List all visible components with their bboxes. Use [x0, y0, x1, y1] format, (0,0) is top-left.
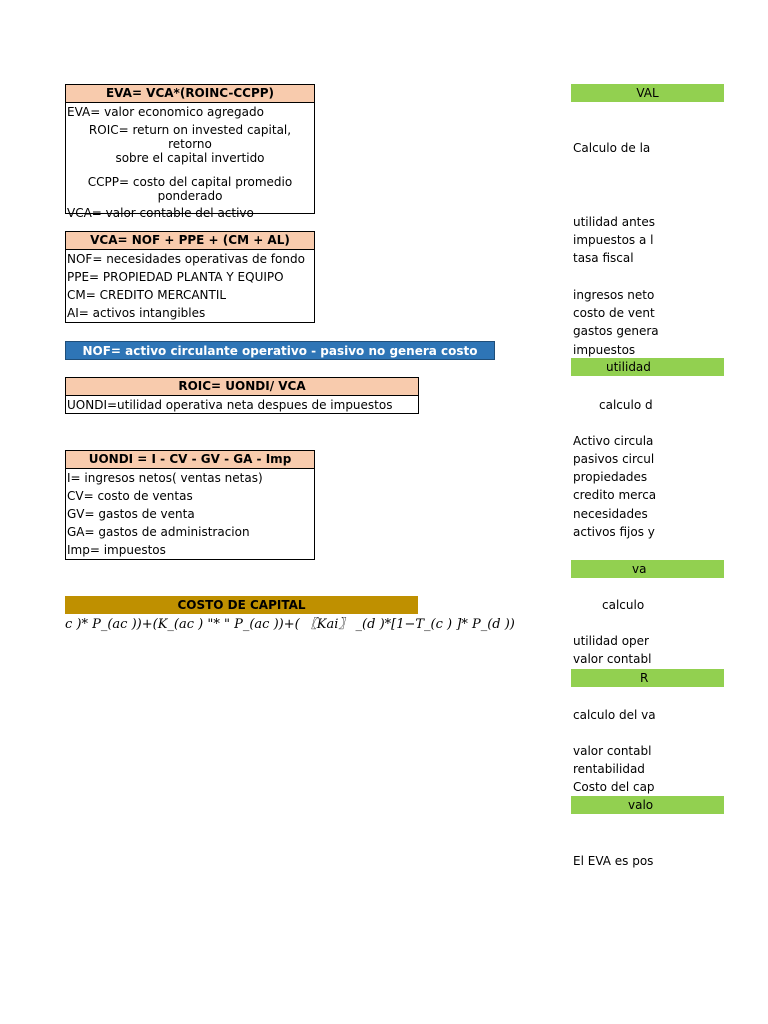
- roic-formula-header: ROIC= UONDI/ VCA: [66, 378, 418, 396]
- right-row: activos fijos y: [573, 525, 655, 539]
- right-row: credito merca: [573, 488, 657, 502]
- right-calc-label: calculo del va: [573, 708, 656, 722]
- right-green-bar-valor: VAL: [571, 84, 724, 102]
- vca-item: AI= activos intangibles: [67, 306, 206, 320]
- uondi-definition-line: UONDI=utilidad operativa neta despues de impuestos: [67, 398, 393, 412]
- uondi-formula-header: UONDI = I - CV - GV - GA - Imp: [66, 451, 314, 469]
- uondi-item: GA= gastos de administracion: [67, 525, 250, 539]
- right-row: propiedades: [573, 470, 648, 484]
- costo-capital-header: COSTO DE CAPITAL: [65, 596, 418, 614]
- right-row: utilidad antes: [573, 215, 656, 229]
- right-green-bar-label: utilidad: [606, 360, 651, 374]
- vca-formula-header: VCA= NOF + PPE + (CM + AL): [66, 232, 314, 250]
- right-row: impuestos a l: [573, 233, 654, 247]
- right-calc-label: calculo d: [599, 398, 653, 412]
- right-green-bar-utilidad: [571, 358, 724, 376]
- eva-definition-line: EVA= valor economico agregado: [67, 105, 264, 119]
- right-green-bar-r: [571, 669, 724, 687]
- roic-definition-box: [65, 377, 419, 414]
- vca-item: NOF= necesidades operativas de fondo: [67, 252, 305, 266]
- right-row: impuestos: [573, 343, 636, 357]
- right-calc-label: Calculo de la: [573, 141, 651, 155]
- ccpp-definition-line-1: CCPP= costo del capital promedio: [87, 175, 293, 189]
- vca-item: PPE= PROPIEDAD PLANTA Y EQUIPO: [67, 270, 284, 284]
- right-green-bar-label: valo: [628, 798, 654, 812]
- costo-capital-formula: c )* P_(ac ))+(K_(ac ) "* " P_(ac ))+( 〖Kai〗 _(d )*[1−T_(c ) ]* P_(d )): [65, 617, 515, 632]
- roic-definition-line-1: ROIC= return on invested capital, retorno: [88, 123, 292, 151]
- nof-definition-bar: NOF= activo circulante operativo - pasivo no genera costo: [65, 341, 495, 360]
- right-green-bar-label: R: [640, 671, 649, 685]
- uondi-item: Imp= impuestos: [67, 543, 166, 557]
- right-green-bar-va: [571, 560, 724, 578]
- right-row: pasivos circul: [573, 452, 655, 466]
- right-green-bar-label: va: [632, 562, 647, 576]
- vca-definition-box: [65, 231, 315, 323]
- right-eva-conclusion: El EVA es pos: [573, 854, 654, 868]
- right-row: utilidad oper: [573, 634, 649, 648]
- roic-definition-line-2: sobre el capital invertido: [115, 151, 265, 165]
- right-green-bar-valor-final: [571, 796, 724, 814]
- right-row: Costo del cap: [573, 780, 655, 794]
- right-row: rentabilidad: [573, 762, 645, 776]
- right-row: gastos genera: [573, 324, 659, 338]
- right-row: necesidades: [573, 507, 648, 521]
- eva-definition-box: [65, 84, 315, 220]
- right-calc-label: calculo: [602, 598, 645, 612]
- right-row: costo de vent: [573, 306, 655, 320]
- uondi-item: I= ingresos netos( ventas netas): [67, 471, 263, 485]
- right-row: tasa fiscal: [573, 251, 634, 265]
- right-row: valor contabl: [573, 652, 652, 666]
- vca-item: CM= CREDITO MERCANTIL: [67, 288, 227, 302]
- uondi-item: GV= gastos de venta: [67, 507, 195, 521]
- right-row: valor contabl: [573, 744, 652, 758]
- eva-formula-header: EVA= VCA*(ROINC-CCPP): [66, 85, 314, 103]
- right-row: ingresos neto: [573, 288, 655, 302]
- right-row: Activo circula: [573, 434, 654, 448]
- uondi-definition-box: [65, 450, 315, 560]
- vca-definition-line: VCA= valor contable del activo: [67, 206, 254, 220]
- ccpp-definition-line-2: ponderado: [157, 189, 223, 203]
- uondi-item: CV= costo de ventas: [67, 489, 193, 503]
